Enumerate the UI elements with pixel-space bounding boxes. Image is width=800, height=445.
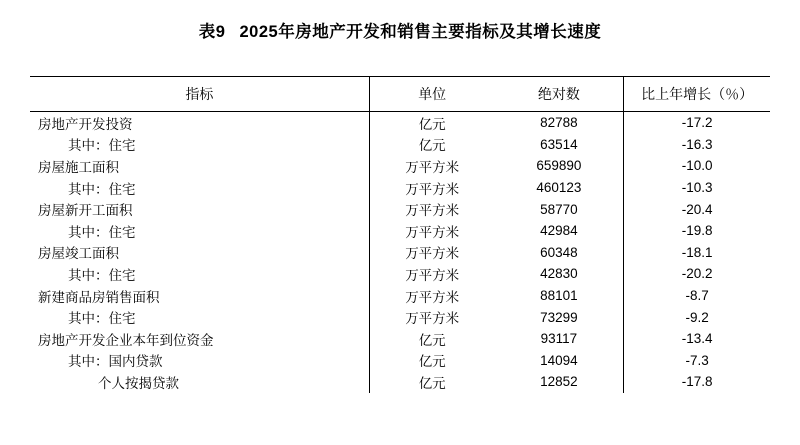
cell-unit: 万平方米	[369, 155, 494, 177]
cell-growth: -19.8	[624, 220, 770, 242]
cell-growth: -8.7	[624, 285, 770, 307]
column-header-indicator: 指标	[30, 77, 369, 112]
cell-absolute: 58770	[540, 201, 578, 217]
cell-growth: -7.3	[624, 350, 770, 372]
cell-absolute: 82788	[540, 115, 578, 131]
table-number: 表9	[198, 23, 226, 41]
table-row	[30, 350, 770, 372]
table-header-row	[30, 77, 770, 112]
cell-unit: 万平方米	[369, 263, 494, 285]
table-row	[30, 112, 770, 134]
cell-indicator: 其中：住宅	[68, 181, 136, 197]
cell-growth: -20.2	[624, 263, 770, 285]
cell-growth: -13.4	[624, 328, 770, 350]
page-title	[0, 0, 800, 42]
cell-unit: 万平方米	[369, 198, 494, 220]
cell-absolute: 73299	[540, 309, 578, 325]
cell-absolute: 659890	[536, 158, 582, 174]
table-row	[30, 263, 770, 285]
table-row	[30, 371, 770, 393]
cell-unit: 亿元	[369, 328, 494, 350]
cell-absolute: 63514	[540, 136, 578, 152]
cell-indicator: 其中：住宅	[68, 138, 136, 154]
cell-absolute: 42984	[540, 223, 578, 239]
cell-growth: -10.0	[624, 155, 770, 177]
statistics-table	[30, 76, 770, 393]
cell-indicator: 房地产开发投资	[38, 116, 133, 132]
cell-unit: 亿元	[369, 350, 494, 372]
cell-growth: -17.8	[624, 371, 770, 393]
cell-unit: 亿元	[369, 371, 494, 393]
cell-unit: 亿元	[369, 134, 494, 156]
cell-indicator: 其中：住宅	[68, 267, 136, 283]
cell-growth: -20.4	[624, 198, 770, 220]
cell-unit: 万平方米	[369, 285, 494, 307]
table-header	[30, 77, 770, 112]
table-container	[30, 42, 770, 393]
table-row	[30, 220, 770, 242]
table-row	[30, 198, 770, 220]
table-body	[30, 112, 770, 393]
table-row	[30, 285, 770, 307]
cell-unit: 万平方米	[369, 177, 494, 199]
cell-absolute: 60348	[540, 244, 578, 260]
column-header-absolute: 绝对数	[495, 77, 624, 112]
cell-absolute: 12852	[540, 374, 578, 390]
column-header-unit: 单位	[369, 77, 494, 112]
table-row	[30, 134, 770, 156]
cell-unit: 万平方米	[369, 220, 494, 242]
table-title-text: 2025年房地产开发和销售主要指标及其增长速度	[239, 23, 602, 41]
cell-indicator: 房屋施工面积	[38, 159, 119, 175]
cell-absolute: 460123	[536, 180, 582, 196]
cell-indicator: 房屋竣工面积	[38, 246, 119, 262]
cell-unit: 万平方米	[369, 242, 494, 264]
cell-absolute: 88101	[540, 288, 578, 304]
cell-unit: 亿元	[369, 112, 494, 134]
cell-absolute: 93117	[540, 331, 578, 347]
cell-indicator: 房屋新开工面积	[38, 203, 133, 219]
cell-growth: -17.2	[624, 112, 770, 134]
table-row	[30, 177, 770, 199]
cell-indicator: 个人按揭贷款	[98, 375, 179, 391]
table-row	[30, 242, 770, 264]
cell-indicator: 其中：住宅	[68, 311, 136, 327]
cell-growth: -9.2	[624, 306, 770, 328]
cell-growth: -18.1	[624, 242, 770, 264]
table-row	[30, 306, 770, 328]
table-row	[30, 155, 770, 177]
cell-absolute: 14094	[540, 352, 578, 368]
cell-indicator: 其中：国内贷款	[68, 354, 163, 370]
table-row	[30, 328, 770, 350]
cell-unit: 万平方米	[369, 306, 494, 328]
cell-indicator: 新建商品房销售面积	[38, 289, 160, 305]
cell-indicator: 房地产开发企业本年到位资金	[38, 332, 214, 348]
cell-indicator: 其中：住宅	[68, 224, 136, 240]
cell-absolute: 42830	[540, 266, 578, 282]
cell-growth: -16.3	[624, 134, 770, 156]
cell-growth: -10.3	[624, 177, 770, 199]
column-header-growth: 比上年增长（％）	[624, 77, 770, 112]
